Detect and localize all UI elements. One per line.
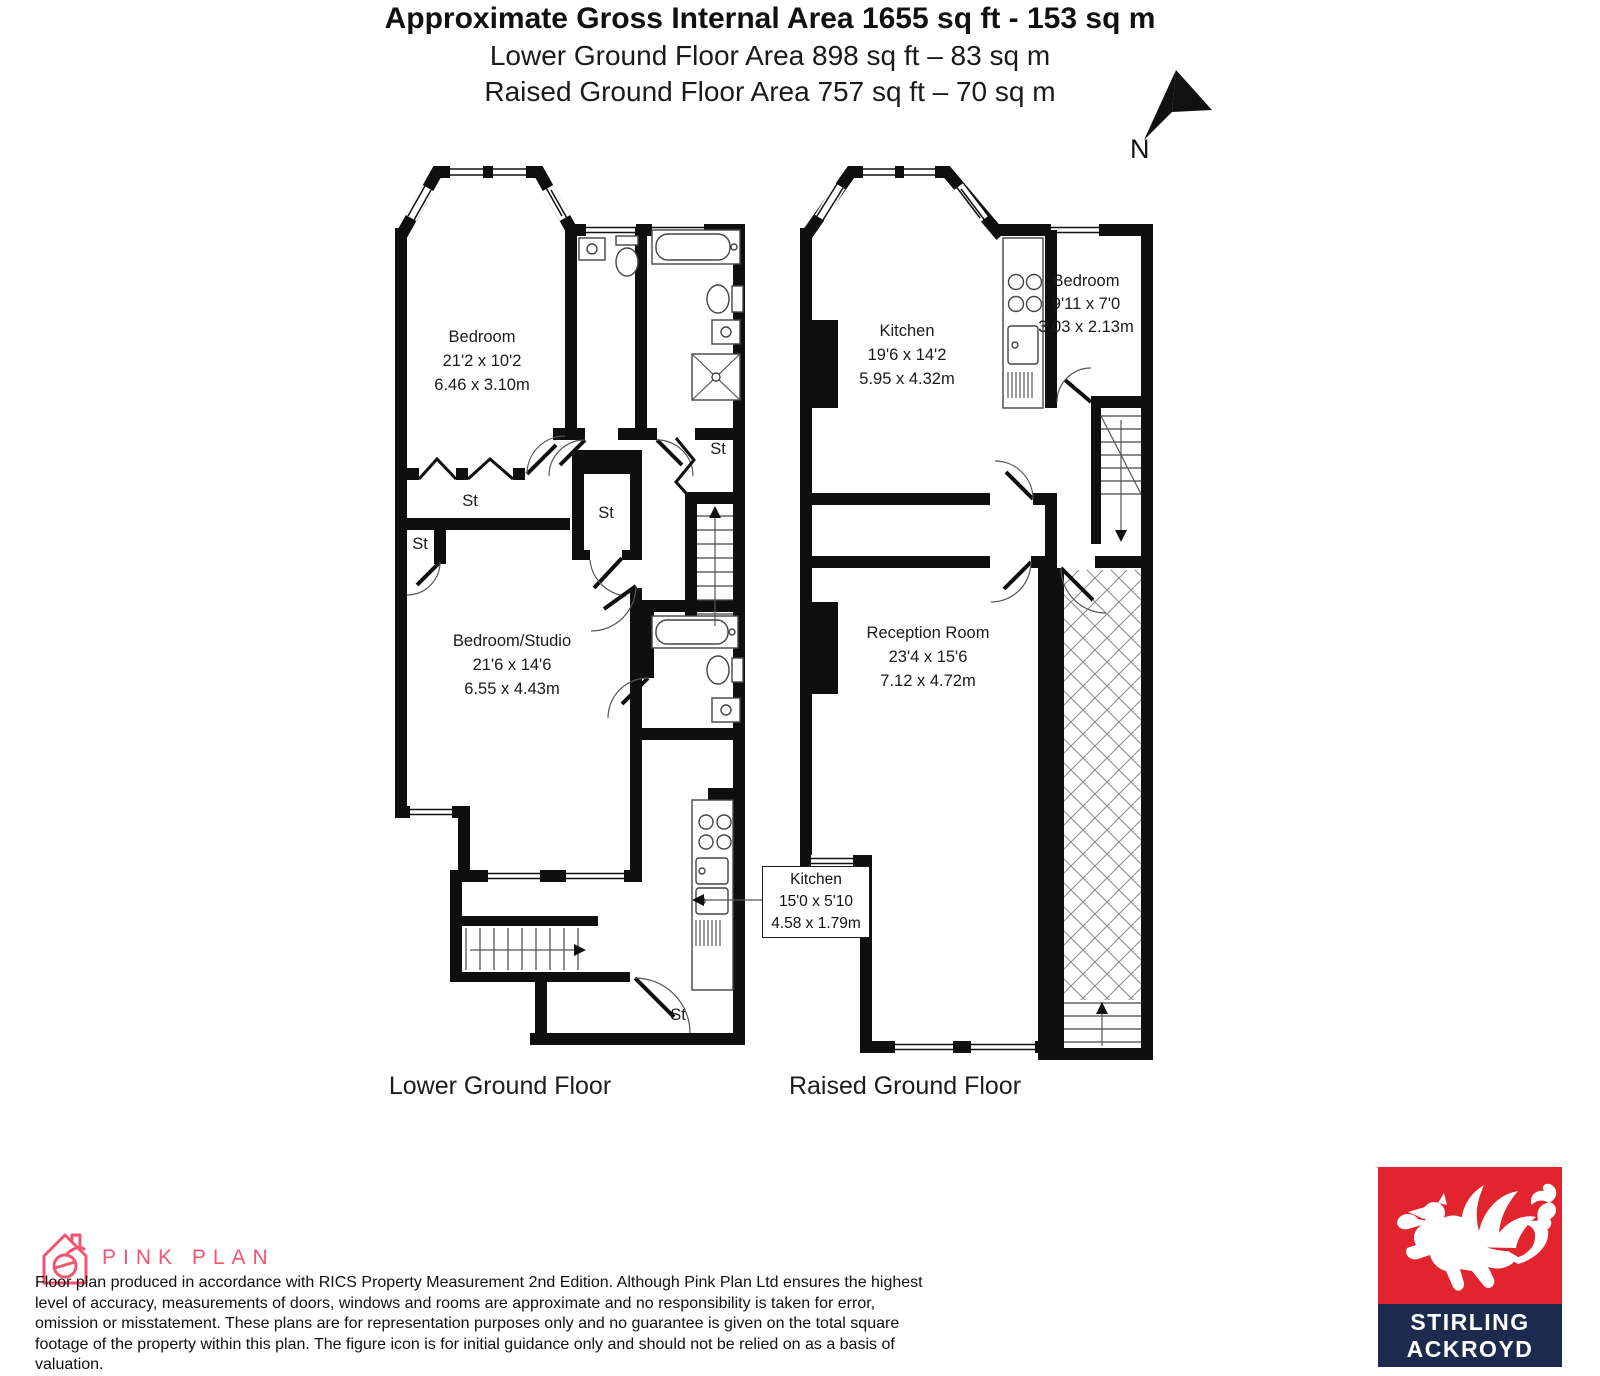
lower-bedroom-name: Bedroom: [448, 328, 516, 346]
raised-reception-name: Reception Room: [866, 624, 990, 642]
agency-name-line2: ACKROYD: [1406, 1335, 1534, 1362]
lower-area-subtitle: Lower Ground Floor Area 898 sq ft – 83 sq m: [489, 40, 1051, 71]
raised-stairs: [1101, 416, 1141, 542]
lower-kitchen-label-box: [762, 866, 870, 938]
lower-studio-metric: 6.55 x 4.43m: [464, 680, 560, 698]
north-label: N: [1130, 134, 1150, 164]
lower-kitchen-imperial: 15'0 x 5'10: [778, 893, 853, 910]
lower-kitchen-metric: 4.58 x 1.79m: [771, 915, 861, 932]
st-label-middle: St: [598, 504, 614, 522]
raised-entrance-terrace: [1064, 570, 1141, 1046]
st-label-wardrobe: St: [462, 492, 478, 510]
raised-kitchen-name: Kitchen: [879, 322, 935, 340]
raised-floor-caption: Raised Ground Floor: [788, 1072, 1022, 1100]
gross-area-title: Approximate Gross Internal Area 1655 sq ft - 153 sq m: [384, 2, 1156, 35]
raised-kitchen-imperial: 19'6 x 14'2: [867, 346, 947, 364]
north-arrow-icon: [1118, 64, 1218, 164]
griffin-icon: [1378, 1167, 1562, 1304]
stirling-ackroyd-logo: [1378, 1167, 1562, 1367]
agency-name-line1: STIRLING: [1410, 1308, 1530, 1335]
raised-bedroom-metric: 3.03 x 2.13m: [1038, 318, 1134, 336]
raised-reception-imperial: 23'4 x 15'6: [888, 648, 968, 666]
st-label-upper-right: St: [710, 440, 726, 458]
raised-bedroom-name: Bedroom: [1052, 272, 1120, 290]
lower-bedroom-imperial: 21'2 x 10'2: [442, 352, 522, 370]
st-label-bottom: St: [670, 1006, 686, 1024]
lower-studio-imperial: 21'6 x 14'6: [472, 656, 552, 674]
st-label-left: St: [412, 535, 428, 553]
raised-fixtures: [1003, 238, 1043, 408]
lower-studio-name: Bedroom/Studio: [452, 632, 572, 650]
raised-area-subtitle: Raised Ground Floor Area 757 sq ft – 70 sq m: [484, 76, 1056, 107]
disclaimer-text: Floor plan produced in accordance with RICS Property Measurement 2nd Edition. Although Pink Plan Ltd ensures the highest level of accuracy, measurements of doors, windows and rooms are approximate and no responsibility is taken for error, omission or misstatement. These plans are for representation purposes only and no guarantee is given on the total square footage of the property within this plan. The figure icon is for initial guidance only and should not be relied on as a basis of valuation.: [35, 1274, 923, 1373]
lower-floor-caption: Lower Ground Floor: [388, 1072, 612, 1100]
pink-plan-wordmark: PINK PLAN: [102, 1246, 275, 1269]
lower-bedroom-metric: 6.46 x 3.10m: [434, 376, 530, 394]
raised-bedroom-imperial: 9'11 x 7'0: [1051, 295, 1121, 313]
header: [0, 0, 1540, 110]
raised-kitchen-metric: 5.95 x 4.32m: [859, 370, 955, 388]
agency-logo-navy-panel: [1378, 1304, 1562, 1367]
lower-kitchen-name: Kitchen: [790, 871, 842, 888]
agency-logo-red-panel: [1378, 1167, 1562, 1304]
raised-reception-metric: 7.12 x 4.72m: [880, 672, 976, 690]
